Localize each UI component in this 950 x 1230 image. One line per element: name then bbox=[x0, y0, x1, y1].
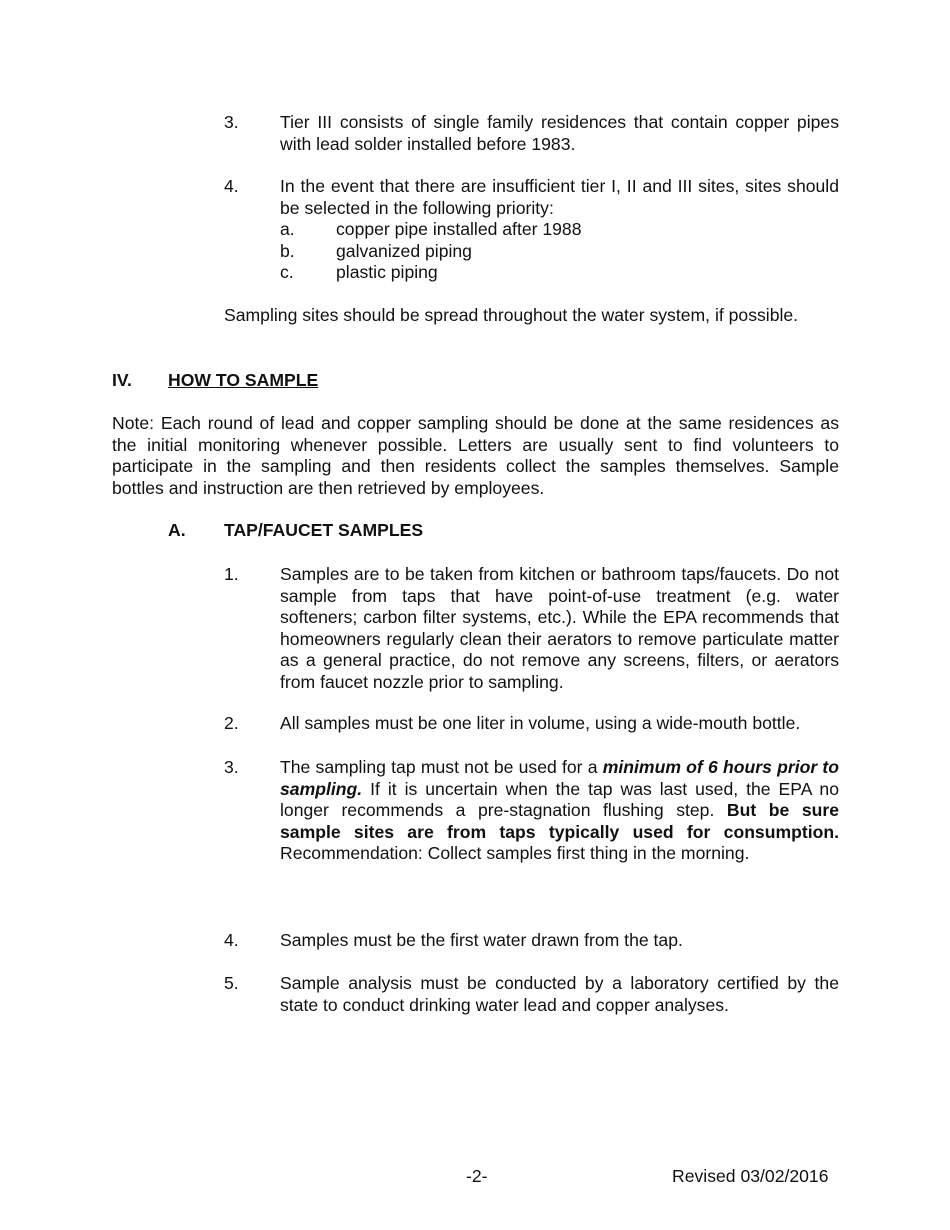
list-item-text bbox=[280, 757, 839, 865]
sub-list-item bbox=[280, 241, 839, 263]
emphasis-text: minimum of 6 hours prior to sampling. bbox=[280, 757, 839, 799]
subsection-heading: TAP/FAUCET SAMPLES bbox=[224, 520, 424, 540]
list-item-tap-location bbox=[224, 564, 839, 693]
list-item-tier-iii bbox=[224, 112, 839, 155]
list-item-text: Sample analysis must be conducted by a laboratory certified by the state to conduct drinking water lead and copper analyses. bbox=[280, 973, 839, 1015]
list-item-first-draw bbox=[224, 930, 839, 952]
list-number: 3. bbox=[224, 112, 239, 132]
text-run: If it is uncertain when the tap was last used, the EPA no longer recommends a pre-stagnation flushing step. bbox=[280, 778, 839, 820]
list-item-text: In the event that there are insufficient tier I, II and III sites, sites should be selected in the following priority: bbox=[280, 176, 839, 218]
revised-date: Revised 03/02/2016 bbox=[672, 1166, 829, 1186]
list-number: 5. bbox=[224, 973, 239, 993]
list-item-volume bbox=[224, 713, 839, 735]
note-paragraph: Note: Each round of lead and copper sampling should be done at the same residences as the initial monitoring whenever possible. Letters are usually sent to find volunteers to participate in the sampling and then residents collect the samples themselves. Sample bottles and instruction are then retrieved by employees. bbox=[112, 413, 839, 498]
section-number: IV. bbox=[112, 370, 132, 390]
bold-text: But be sure sample sites are from taps typically used for consumption. bbox=[280, 800, 839, 842]
sub-letter: a. bbox=[280, 219, 295, 239]
list-number: 1. bbox=[224, 564, 239, 584]
subsection-letter: A. bbox=[168, 520, 186, 540]
list-number: 4. bbox=[224, 176, 239, 196]
list-number: 3. bbox=[224, 757, 239, 777]
sub-text: copper pipe installed after 1988 bbox=[336, 219, 582, 239]
text-run: The sampling tap must not be used for a bbox=[280, 757, 603, 777]
list-item-text: Samples must be the first water drawn from the tap. bbox=[280, 930, 683, 950]
sampling-sites-note: Sampling sites should be spread throughout the water system, if possible. bbox=[224, 305, 799, 325]
section-heading: HOW TO SAMPLE bbox=[168, 370, 319, 390]
list-number: 2. bbox=[224, 713, 239, 733]
sub-text: plastic piping bbox=[336, 262, 438, 282]
sub-list-item bbox=[280, 262, 839, 284]
sub-letter: b. bbox=[280, 240, 295, 261]
page-number: -2- bbox=[466, 1166, 488, 1186]
list-item-laboratory bbox=[224, 973, 839, 1016]
list-item-text: Tier III consists of single family residences that contain copper pipes with lead solder installed before 1983. bbox=[280, 112, 839, 154]
list-item-text: All samples must be one liter in volume, using a wide-mouth bottle. bbox=[280, 713, 801, 733]
list-item-priority bbox=[224, 176, 839, 284]
list-number: 4. bbox=[224, 930, 239, 950]
list-item-stagnation bbox=[224, 757, 839, 865]
text-run: Recommendation: Collect samples first thing in the morning. bbox=[280, 843, 750, 863]
sub-list-item bbox=[280, 219, 839, 241]
sub-letter: c. bbox=[280, 262, 294, 282]
list-item-text: Samples are to be taken from kitchen or bathroom taps/faucets. Do not sample from taps that have point-of-use treatment (e.g. water softeners; carbon filter systems, etc.). While the EPA recommends that homeowners regularly clean their aerators to remove particulate matter as a general practice, do not remove any screens, filters, or aerators from faucet nozzle prior to sampling. bbox=[280, 564, 839, 692]
sub-text: galvanized piping bbox=[336, 240, 472, 261]
